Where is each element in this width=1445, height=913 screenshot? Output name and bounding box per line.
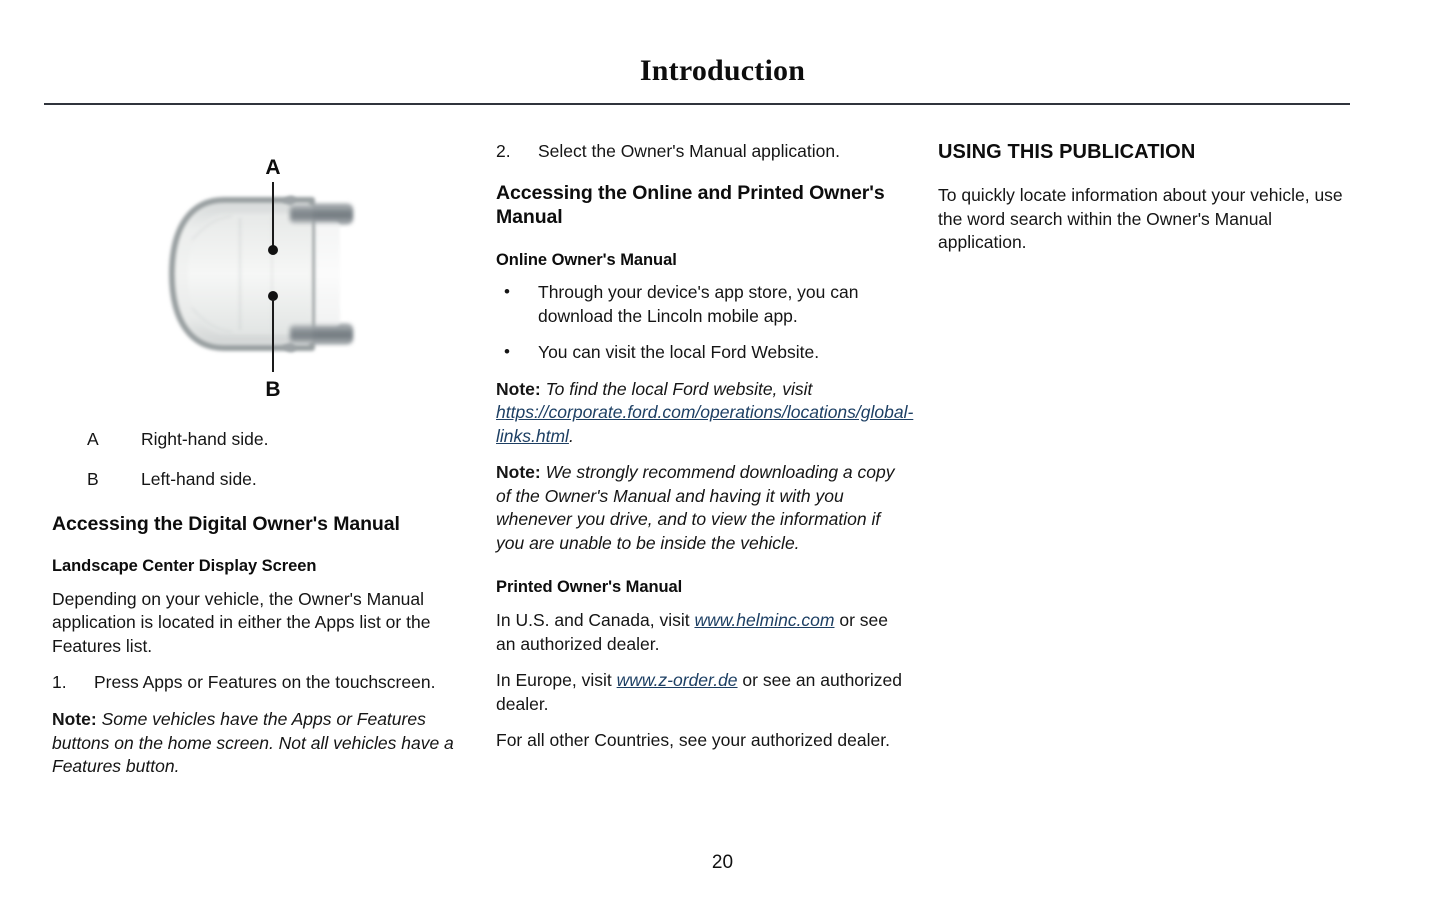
printed-us-text-after: or see an authorized dealer.	[496, 610, 888, 654]
bullet-item	[496, 281, 906, 328]
note-text-before: To find the local Ford website, visit	[540, 378, 813, 399]
link-ford-global-links[interactable]: https://corporate.ford.com/operations/locations/global-links.html	[496, 402, 914, 446]
page-body	[0, 140, 1445, 830]
vehicle-figure	[52, 140, 462, 422]
note-find-local-ford-website	[496, 378, 914, 449]
bullet-item	[496, 341, 906, 365]
note-label: Note:	[52, 708, 97, 729]
figure-leader-lines	[52, 140, 462, 422]
page-number: 20	[711, 852, 734, 873]
left-column	[52, 140, 462, 792]
heading-accessing-digital-owners-manual: Accessing the Digital Owner's Manual	[52, 513, 400, 536]
note-label: Note:	[496, 462, 541, 483]
paragraph-printed-europe	[496, 669, 906, 716]
page-title: Introduction	[639, 54, 806, 87]
legend-key-b: B	[87, 468, 99, 489]
legend-text-a: Right-hand side.	[141, 429, 269, 449]
right-column	[938, 140, 1348, 268]
legend-row	[52, 428, 462, 452]
step-text: Select the Owner's Manual application.	[538, 141, 840, 161]
page-header	[0, 0, 1445, 110]
note-apps-features-buttons	[52, 708, 462, 779]
subheading-online-owners-manual: Online Owner's Manual	[496, 250, 677, 269]
link-z-order[interactable]: www.z-order.de	[616, 670, 738, 691]
link-helminc[interactable]: www.helminc.com	[694, 610, 835, 631]
heading-accessing-online-printed-owners-manual: Accessing the Online and Printed Owner's Manual	[496, 181, 885, 228]
paragraph-using-this-publication: To quickly locate information about your vehicle, use the word search within the Owner's Manual application.	[938, 185, 1343, 253]
bullet-marker: •	[504, 342, 510, 362]
paragraph-printed-us-canada	[496, 609, 906, 656]
note-recommend-downloading	[496, 461, 906, 555]
step-text: Press Apps or Features on the touchscreen.	[94, 672, 436, 693]
middle-column	[496, 140, 914, 766]
step-item-2	[496, 140, 906, 164]
note-label: Note:	[496, 378, 541, 399]
printed-eu-text-before: In Europe, visit	[496, 670, 617, 691]
figure-legend	[52, 428, 462, 491]
legend-key-a: A	[87, 429, 99, 449]
legend-row	[52, 468, 462, 492]
header-divider	[44, 103, 1350, 105]
printed-eu-text-after: or see an authorized dealer.	[496, 670, 902, 714]
note-text: We strongly recommend downloading a copy of the Owner's Manual and having it with you whenever you drive, and to view the information if you are unable to be inside the vehicle.	[496, 462, 895, 553]
bullet-text: Through your device's app store, you can download the Lincoln mobile app.	[538, 282, 859, 326]
figure-label-a: A	[265, 156, 281, 179]
printed-us-text-before: In U.S. and Canada, visit	[496, 610, 695, 631]
step-marker: 1.	[52, 672, 67, 693]
legend-text-b: Left-hand side.	[141, 468, 257, 489]
note-text: Some vehicles have the Apps or Features buttons on the home screen. Not all vehicles have a Features button.	[52, 708, 454, 777]
step-marker: 2.	[496, 141, 511, 161]
note-text-after: .	[568, 425, 574, 446]
heading-using-this-publication: USING THIS PUBLICATION	[938, 141, 1196, 163]
step-item-1	[52, 671, 462, 695]
bullet-text: You can visit the local Ford Website.	[538, 342, 820, 363]
bullet-marker: •	[504, 282, 510, 302]
figure-label-b: B	[265, 378, 281, 401]
paragraph-printed-other-countries: For all other Countries, see your authorized dealer.	[496, 730, 890, 751]
subheading-landscape-center-display-screen: Landscape Center Display Screen	[52, 557, 317, 576]
subheading-printed-owners-manual: Printed Owner's Manual	[496, 578, 683, 597]
paragraph-depending-on-vehicle: Depending on your vehicle, the Owner's Manual application is located in either the Apps list or the Features list.	[52, 588, 431, 656]
